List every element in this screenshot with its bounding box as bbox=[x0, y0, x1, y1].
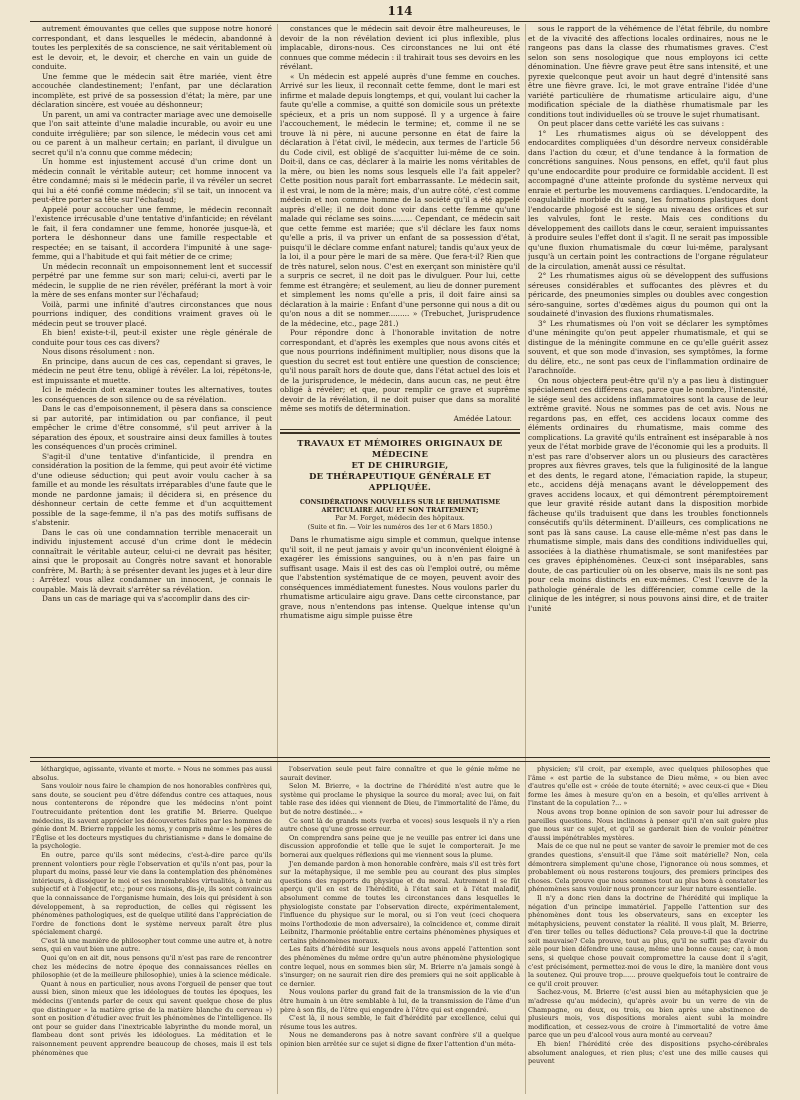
author-signature: Amédée Latour. bbox=[453, 413, 512, 423]
paragraph: Dans le rhumatisme aigu simple et commun, quelque intense qu'il soit, il ne peut jamais y avoir qu'un inconvénient éloigné à exagérer les émissions sanguines, ou à n'en pas faire un suffisant usage. Mais il est des cas où l'emploi outré, ou même que l'abstention systématique de ce moyen, peuvent avoir des conséquences immédiatement funestes. Nous voulons parler du rhumatisme articulaire aigu grave. Dans cette circonstance, par grave, nous n'entendons pas intense. Quelque intense qu'un rhumatisme aigu simple puisse être bbox=[280, 535, 520, 620]
paragraph: Voilà, parmi une infinité d'autres circonstances que nous pourrions indiquer, des conditions vraiment graves où le médecin peut se trouver placé. bbox=[32, 299, 272, 328]
paragraph: Ce sont là de grands mots (verba et voces) sous lesquels il n'y a rien autre chose qu'une grosse erreur. bbox=[280, 816, 520, 834]
lower-column-3 bbox=[528, 765, 768, 1093]
paragraph: léthargique, agissante, vivante et morte. » Nous ne sommes pas aussi absolus. bbox=[32, 765, 272, 782]
paragraph: Eh bien! existe-t-il, peut-il exister une règle générale de conduite pour tous ces cas divers? bbox=[32, 328, 272, 347]
article-title: CONSIDÉRATIONS NOUVELLES SUR LE RHUMATISME ARTICULAIRE AIGU ET SON TRAITEMENT; bbox=[299, 498, 501, 514]
paragraph: En outre, parce qu'ils sont médecins, c'est-à-dire parce qu'ils prennent volontiers pour règle l'observation et qu'ils n'ont pas, pour la plupart du moins, passé leur vie dans la contemplation des phénomènes intérieurs, à disséquer le moi et ses innombrables virtualités, à tenir au subjectif et à l'objectif, etc.; pour ces raisons, dis-je, ils sont convaincus que la connaissance de l'organisme humain, des lois qui président à son développement, à sa reproduction, de celles qui régissent les phénomènes pathologiques, est de quelque utilité dans l'appréciation de l'ordre de fonctions dont le système nerveux paraît être plus spécialement chargé. bbox=[32, 850, 272, 937]
paragraph: Eh bien! l'hérédité crée des dispositions psycho-cérébrales absolument analogues, et rien plus; c'est une des mille causes qui peuvent bbox=[528, 1040, 768, 1066]
paragraph: Dans le cas d'empoisonnement, il pèsera dans sa conscience si par autorité, par intimidation ou par confiance, il peut empêcher le crime d'être consommé, s'il peut arriver à la séparation des époux, et soustraire ainsi deux familles à toutes les conséquences d'un procès criminel. bbox=[32, 404, 272, 451]
paragraph: J'en demande pardon à mon honorable confrère, mais s'il est très fort sur la métaphysique, il me semble peu au courant des plus simples questions des rapports du physique et du moral. Autrement il se fût aperçu qu'il en est de l'hérédité, à l'état sain et à l'état maladif, absolument comme de toutes les circonstances dans lesquelles le physiologiste constate par l'observation directe, expérimentalement, l'influence du physique sur le moral, ou si l'on veut (ceci choquera moins l'orthodoxie de mon adversaire), la coïncidence et, comme dirait Leibnitz, l'harmonie préétablie entre certains phénomènes physiques et certains phénomènes moraux. bbox=[280, 859, 520, 945]
column-2 bbox=[280, 24, 520, 754]
quotation-paragraph: « Un médecin est appelé auprès d'une femme en couches. Arrivé sur les lieux, il reconnaît cette femme, dont le mari est infirme et malade depuis longtemps, et qui, voulant lui cacher la faute qu'elle a commise, a quitté son domicile sous un prétexte spécieux, et a pris un nom supposé. Il y a urgence à faire l'accouchement, le médecin le termine; et, comme il ne se trouve là ni père, ni aucune personne en état de faire la déclaration à l'état civil, le médecin, aux termes de l'article 56 du Code civil, est obligé de s'acquitter lui-même de ce soin. Doit-il, dans ce cas, déclarer à la mairie les noms véritables de la mère, ou bien les noms sous lesquels elle l'a fait appeler? Cette position nous paraît fort embarrassante. Le médecin sait, il est vrai, le nom de la mère; mais, d'un autre côté, c'est comme médecin et non comme homme de la société qu'il a été appelé auprès d'elle; il ne doit donc voir dans cette femme qu'une malade qui réclame ses soins......... Cependant, ce médecin sait que cette femme est mariée; que s'il déclare les faux noms qu'elle a pris, il va priver un enfant de sa possession d'état, puisqu'il le déclare comme enfant naturel; tandis qu'aux yeux de la loi, il a pour père le mari de sa mère. Que fera-t-il? Rien que de très naturel, selon nous. C'est en exerçant son ministère qu'il a surpris ce secret, il ne doit pas le divulguer. Pour lui, cette femme est étrangère; et seulement, au lieu de donner purement et simplement les noms qu'elle a pris, il doit faire ainsi sa déclaration à la mairie : Enfant d'une personne qui nous a dit ou qu'on nous a dit se nommer......... » (Trebuchet, Jurisprudence de la médecine, etc., page 281.) bbox=[280, 71, 520, 328]
top-rule bbox=[30, 21, 770, 22]
paragraph: Nous avons trop bonne opinion de son savoir pour lui adresser de pareilles questions. Nous inclinons à penser qu'il n'en sait guère plus que nous sur ce sujet, et qu'il se garderait bien de vouloir pénétrer d'aussi impénétrables mystères. bbox=[528, 807, 768, 842]
paragraph: Un homme est injustement accusé d'un crime dont un médecin connaît le véritable auteur; cet homme innocent va être condamné; mais si le médecin parle, il va révéler un secret qui lui a été confié comme médecin; s'il se tait, un innocent va peut-être porter sa tête sur l'échafaud; bbox=[32, 157, 272, 204]
paragraph: Nous voulons parler du grand fait de la transmission de la vie d'un être humain à un être semblable à lui, de la transmission de l'âme d'un père à son fils, de l'être qui engendre à l'être qui est engendré. bbox=[280, 988, 520, 1014]
article-author: Par M. Forget, médecin des hôpitaux. bbox=[335, 514, 465, 522]
paragraph: Un parent, un ami va contracter mariage avec une demoiselle que l'on sait atteinte d'une maladie incurable, ou avoir eu une conduite irrégulière; par son silence, le médecin vous cet ami ou ce parent à un malheur certain; en parlant, il divulgue un secret qu'il n'a connu que comme médecin; bbox=[32, 109, 272, 157]
upper-section bbox=[32, 24, 768, 754]
section-rule-thick bbox=[280, 432, 520, 434]
paragraph: Ici le médecin doit examiner toutes les alternatives, toutes les conséquences de son silence ou de sa révélation. bbox=[32, 385, 272, 404]
paragraph: Les faits d'hérédité sur lesquels nous avons appelé l'attention sont des phénomènes du même ordre qu'un autre phénomène physiologique contre lequel, nous en sommes bien sûr, M. Brierre n'a jamais songé à s'insurger; on ne saurait rien dire des premiers qui ne soit applicable à ce dernier. bbox=[280, 945, 520, 988]
section-heading bbox=[280, 438, 520, 493]
paragraph: 2° Les rhumatismes aigus où se développent des suffusions séreuses considérables et suffocantes des plèvres et du péricarde, des pneumonies simples ou doubles avec congestion séro-sanguine, sortes d'œdèmes aigus du poumon qui ont la soudaineté d'invasion des fluxions rhumatismales. bbox=[528, 271, 768, 318]
lower-column-2 bbox=[280, 765, 520, 1093]
lower-column-1 bbox=[32, 765, 272, 1093]
paragraph: autrement émouvantes que celles que suppose notre honoré correspondant, et dans lesquelles le médecin, abandonné à toutes les perplexités de sa conscience, ne sait véritablement où est le devoir, et, le devoir, et cherche en vain un guide de conduite. bbox=[32, 24, 272, 71]
paragraph: 3° Les rhumatismes où l'on voit se déclarer les symptômes d'une méningite qu'on peut appeler rhumatismale, et qui se distingue de la méningite commune en ce qu'elle guérit assez souvent, et que son mode d'invasion, ses symptômes, la forme du délire, etc., ne sont pas ceux de l'inflammation ordinaire de l'arachnoïde. bbox=[528, 318, 768, 375]
paragraph: On peut placer dans cette variété les cas suivans : bbox=[538, 119, 725, 128]
lower-section bbox=[32, 765, 768, 1093]
paragraph: Dans un cas de mariage qui va s'accomplir dans des cir- bbox=[42, 594, 251, 603]
heading-line: DE THÉRAPEUTIQUE GÉNÉRALE ET APPLIQUÉE. bbox=[309, 471, 491, 492]
paragraph: Quant à nous en particulier, nous avons l'orgueil de penser que tout aussi bien, sinon mieux que les idéologues de toutes les époques, les médecins (j'entends parler de ceux qui savent quelque chose de plus que distinguer « la matière grise de la matière blanche du cerveau ») sont en position d'étudier avec fruit les phénomènes de l'intelligence. Ils ont pour se guider dans l'inextricable labyrinthe du monde moral, un flambeau dont sont privés les idéologues. La méditation et le raisonnement peuvent apprendre beaucoup de choses, mais il est tels phénomènes que bbox=[32, 979, 272, 1057]
paragraph: l'observation seule peut faire connaître et que le génie même ne saurait deviner. bbox=[280, 765, 520, 782]
heading-line: ET DE CHIRURGIE, bbox=[351, 460, 449, 470]
paragraph: Un médecin reconnaît un empoisonnement lent et successif perpétré par une femme sur son mari; celui-ci, averti par le médecin, le supplie de ne rien révéler, préférant la mort à voir la mère de ses enfans monter sur l'échafaud; bbox=[32, 261, 272, 299]
paragraph: Il n'y a donc rien dans la doctrine de l'hérédité qui implique la négation d'un principe immatériel. J'appelle l'attention sur des phénomènes dont tous les observateurs, sans en excepter les métaphysiciens, peuvent constater la réalité. Il vous plaît, M. Brierre, d'en tirer telles ou telles déductions? Cela prouve-t-il que la doctrine soit mauvaise? Cela prouve, tout au plus, qu'il ne suffit pas d'avoir du zèle pour bien défendre une cause, même une bonne cause; car, à mon sens, si quelque chose pouvait compromettre la cause dont il s'agit, c'est précisément, permettez-moi de vous le dire, la manière dont vous la soutenez. Qui prouve trop...... prouve quelquefois tout le contraire de ce qu'il croit prouver. bbox=[528, 893, 768, 988]
heading-line: TRAVAUX ET MÉMOIRES ORIGINAUX DE MÉDECINE bbox=[297, 438, 503, 459]
page-number: 114 bbox=[387, 4, 413, 18]
paragraph: Mais de ce que nul ne peut se vanter de savoir le premier mot de ces grandes questions, s'ensuit-il que l'âme soit matérielle? Non, cela démontrera simplement qu'une chose, l'ignorance où nous sommes, et probablement où nous resterons toujours, des premiers principes des choses. Cela prouve que nous sommes tout au plus bons à constater les phénomènes sans vouloir nous prononcer sur leur nature essentielle. bbox=[528, 842, 768, 894]
paragraph: C'est là une manière de philosopher tout comme une autre et, à notre sens, qui en vaut bien une autre. bbox=[32, 936, 272, 954]
paragraph: 1° Les rhumatismes aigus où se développent des endocardites compliquées d'un désordre nerveux considérable dans l'action du cœur, et d'une tendance à la formation de concrétions sanguines. Nous pensons, en effet, qu'il faut plus qu'une endocardite pour produire ce formidable accident. Il est accompagné d'une atteinte profonde du système nerveux qui enraie et perturbe les mouvemens cardiaques. L'endocardite, la coagulabilité morbide du sang, les formations plastiques dont l'endocarde phlogosé est le siége au niveau des orifices et sur les valvules, font le reste. Mais ces conditions du développement des caillots dans le cœur, seraient impuissantes à produire seules l'effet dont il s'agit. Il ne serait pas impossible qu'une fluxion rhumatismale du cœur lui-même, paralysant jusqu'à un certain point les contractions de l'organe régulateur de la circulation, amenât aussi ce résultat. bbox=[528, 128, 768, 271]
paragraph: Une femme que le médecin sait être mariée, vient être accouchée clandestinement; l'enfant, par une déclaration incomplète, est privé de sa possession d'état; la mère, par une déclaration sincère, est vouée au déshonneur; bbox=[32, 71, 272, 109]
paragraph: S'agit-il d'une tentative d'infanticide, il prendra en considération la position de la femme, qui peut avoir été victime d'une odieuse séduction; qui peut avoir voulu cacher à sa famille et au monde les résultats irréparables d'une faute que le monde ne pardonne jamais; il décidera si, en présence du déshonneur certain de cette femme et d'un acquittement possible de la sage-femme, il n'a pas des motifs suffisans de s'abstenir. bbox=[32, 451, 272, 527]
paragraph: sous le rapport de la véhémence de l'état fébrile, du nombre et de la vivacité des affections locales ordinaires, nous ne le rangeons pas dans la classe des rhumatismes graves. C'est selon son sens nosologique que nous employons ici cette dénomination. Une fièvre grave peut être sans intensité, et une pyrexie quelconque peut avoir un haut degré d'intensité sans être une fièvre grave. Ici, le mot grave entraîne l'idée d'une variété particulière de rhumatisme articulaire aigu, d'une modification spéciale de la diathèse rhumatismale par les conditions tout individuelles où se trouve le sujet rhumatisant. bbox=[528, 24, 768, 119]
paragraph: On comprendra sans peine que je ne veuille pas entrer ici dans une discussion approfondie et telle que le sujet le comporterait. Je me bornerai aux quelques réflexions qui me viennent sous la plume. bbox=[280, 833, 520, 859]
paragraph: constances que le médecin sait devoir être malheureuses, le devoir de la non révélation devient ici plus inflexible, plus implacable, dirons-nous. Ces circonstances ne lui ont été connues que comme médecin : il trahirait tous ses devoirs en les révélant. bbox=[280, 24, 520, 71]
paragraph: Nous disons résolument : non. bbox=[42, 347, 155, 356]
paragraph: Nous ne demanderons pas à notre savant confrère s'il a quelque opinion bien arrêtée sur ce sujet si digne de fixer l'attention d'un méta- bbox=[280, 1031, 520, 1048]
paragraph: Appelé pour accoucher une femme, le médecin reconnaît l'existence irrécusable d'une tentative d'infanticide; en révélant le fait, il fera condamner une femme, honorée jusque-là, et portera le déshonneur dans une famille respectable et respectée; en se taisant, il accordera l'impunité à une sage-femme, qui a l'habitude et qui fait métier de ce crime; bbox=[32, 204, 272, 261]
paragraph: Dans le cas où une condamnation terrible menacerait un individu injustement accusé d'un crime dont le médecin connaîtrait le véritable auteur, celui-ci ne devrait pas hésiter, ainsi que le proposait au Congrès notre savant et honorable confrère, M. Barth; à se présenter devant les juges et à leur dire : Arrêtez! vous allez condamner un innocent, je connais le coupable. Mais là devrait s'arrêter sa révélation. bbox=[32, 527, 272, 594]
paragraph: physicien; s'il croit, par exemple, avec quelques philosophes que l'âme « est partie de la substance de Dieu même, » ou bien avec d'autres qu'elle est « créée de toute éternité; » avec ceux-ci que « Dieu forme les âmes à mesure qu'on en a besoin, et qu'elles arrivent à l'instant de la copulation ?... » bbox=[528, 765, 768, 808]
paragraph: Sachez-vous, M. Brierre (c'est aussi bien au métaphysicien que je m'adresse qu'au médecin), qu'après avoir bu un verre de vin de Champagne, ou deux, ou trois, ou bien après une abstinence de plusieurs mois, vos dispositions morales aient subi la moindre modification, et cessez-vous de croire à l'immortalité de votre âme parce que un peu d'alcool vous aura monté au cerveau? bbox=[528, 988, 768, 1040]
paragraph: Pour répondre donc à l'honorable invitation de notre correspondant, et d'après les exemples que nous avons cités et que nous pourrions indéfiniment multiplier, nous disons que la question du secret est tout entière une question de conscience; qu'il nous paraît hors de doute que, dans l'état actuel des lois et de la jurisprudence, le médecin, dans aucun cas, ne peut être obligé à révéler; et que, pour remplir ce grave et suprême devoir de la révélation, il ne doit puiser que dans sa moralité même ses motifs de détermination. bbox=[280, 328, 520, 413]
paragraph: Sans vouloir nous faire le champion de nos honorables confrères qui, sans doute, se soucient peu d'être défendus contre ces attaques, nous nous contenterons de répondre que les médecins n'ont point l'outrecuidante prétention dont les gratifie M. Brierre. Quelque médecins, ils savent apprécier les découvertes faites par les hommes de génie dont M. Brierre rappelle les noms, y compris même « les pères de l'Église et les docteurs mystiques du christianisme » dans le domaine de la psychologie. bbox=[32, 782, 272, 851]
paragraph: Quoi qu'on en ait dit, nous pensons qu'il n'est pas rare de rencontrer chez les médecins de notre époque des connaissances réelles en philosophie (et de la meilleure philosophie), unies à la science médicale. bbox=[32, 954, 272, 980]
article-continuation-note: (Suite et fin. — Voir les numéros des 1er et 6 Mars 1850.) bbox=[307, 524, 493, 531]
section-rule bbox=[280, 429, 520, 430]
column-1 bbox=[32, 24, 272, 754]
paragraph: On nous objectera peut-être qu'il n'y a pas lieu à distinguer spécialement ces différens cas, parce que le nombre, l'intensité, le siége seul des accidens inflammatoires sont la cause de leur extrême gravité. Nous ne sommes pas de cet avis. Nous ne regardons pas, en effet, ces accidens locaux comme des éléments ordinaires du rhumatisme, mais comme des complications. La gravité qu'ils entraînent est inséparable à nos yeux de l'état morbide grave de l'économie qui les a produits. Il n'est pas rare d'observer alors un ou plusieurs des caractères propres aux fièvres graves, tels que la fuliginosité de la langue et des dents, le regard atone, l'émaciation rapide, la stupeur, etc., accidens déjà menaçans avant le développement des graves accidens locaux, et qui démontrent péremptoirement que leur gravité réside autant dans la disposition morbide fâcheuse qu'ils traduisent que dans les troubles fonctionnels consécutifs qu'ils déterminent. D'ailleurs, ces complications ne sont pas là sans cause. La cause elle-même n'est pas dans le rhumatisme simple, mais dans des conditions individuelles qui, associées à la diathèse rhumatismale, se sont manifestées par ces graves épiphénomènes. Ceux-ci sont inséparables, sans doute, de cas particulier où on les observe, mais ils ne sont pas pour cela moins distincts en eux-mêmes. C'est l'œuvre de la pathologie générale de les différencier, comme celle de la clinique de les intégrer, si nous pouvons ainsi dire, et de traiter l'unité bbox=[528, 375, 768, 613]
feuilleton-separator bbox=[30, 757, 770, 762]
paragraph: En principe, dans aucun de ces cas, cependant si graves, le médecin ne peut être tenu, obligé à révéler. La loi, répétons-le, est impuissante et muette. bbox=[32, 356, 272, 385]
paragraph: C'est là, il nous semble, le fait d'hérédité par excellence, celui qui résume tous les autres. bbox=[280, 1014, 520, 1031]
paragraph: Selon M. Brierre, « la doctrine de l'hérédité n'est autre que le système qui proclame le physique la source du moral; avec lui, on fait table rase des idées qui viennent de Dieu, de l'immortalité de l'âme, du but de notre destinée... » bbox=[280, 782, 520, 816]
column-3 bbox=[528, 24, 768, 754]
